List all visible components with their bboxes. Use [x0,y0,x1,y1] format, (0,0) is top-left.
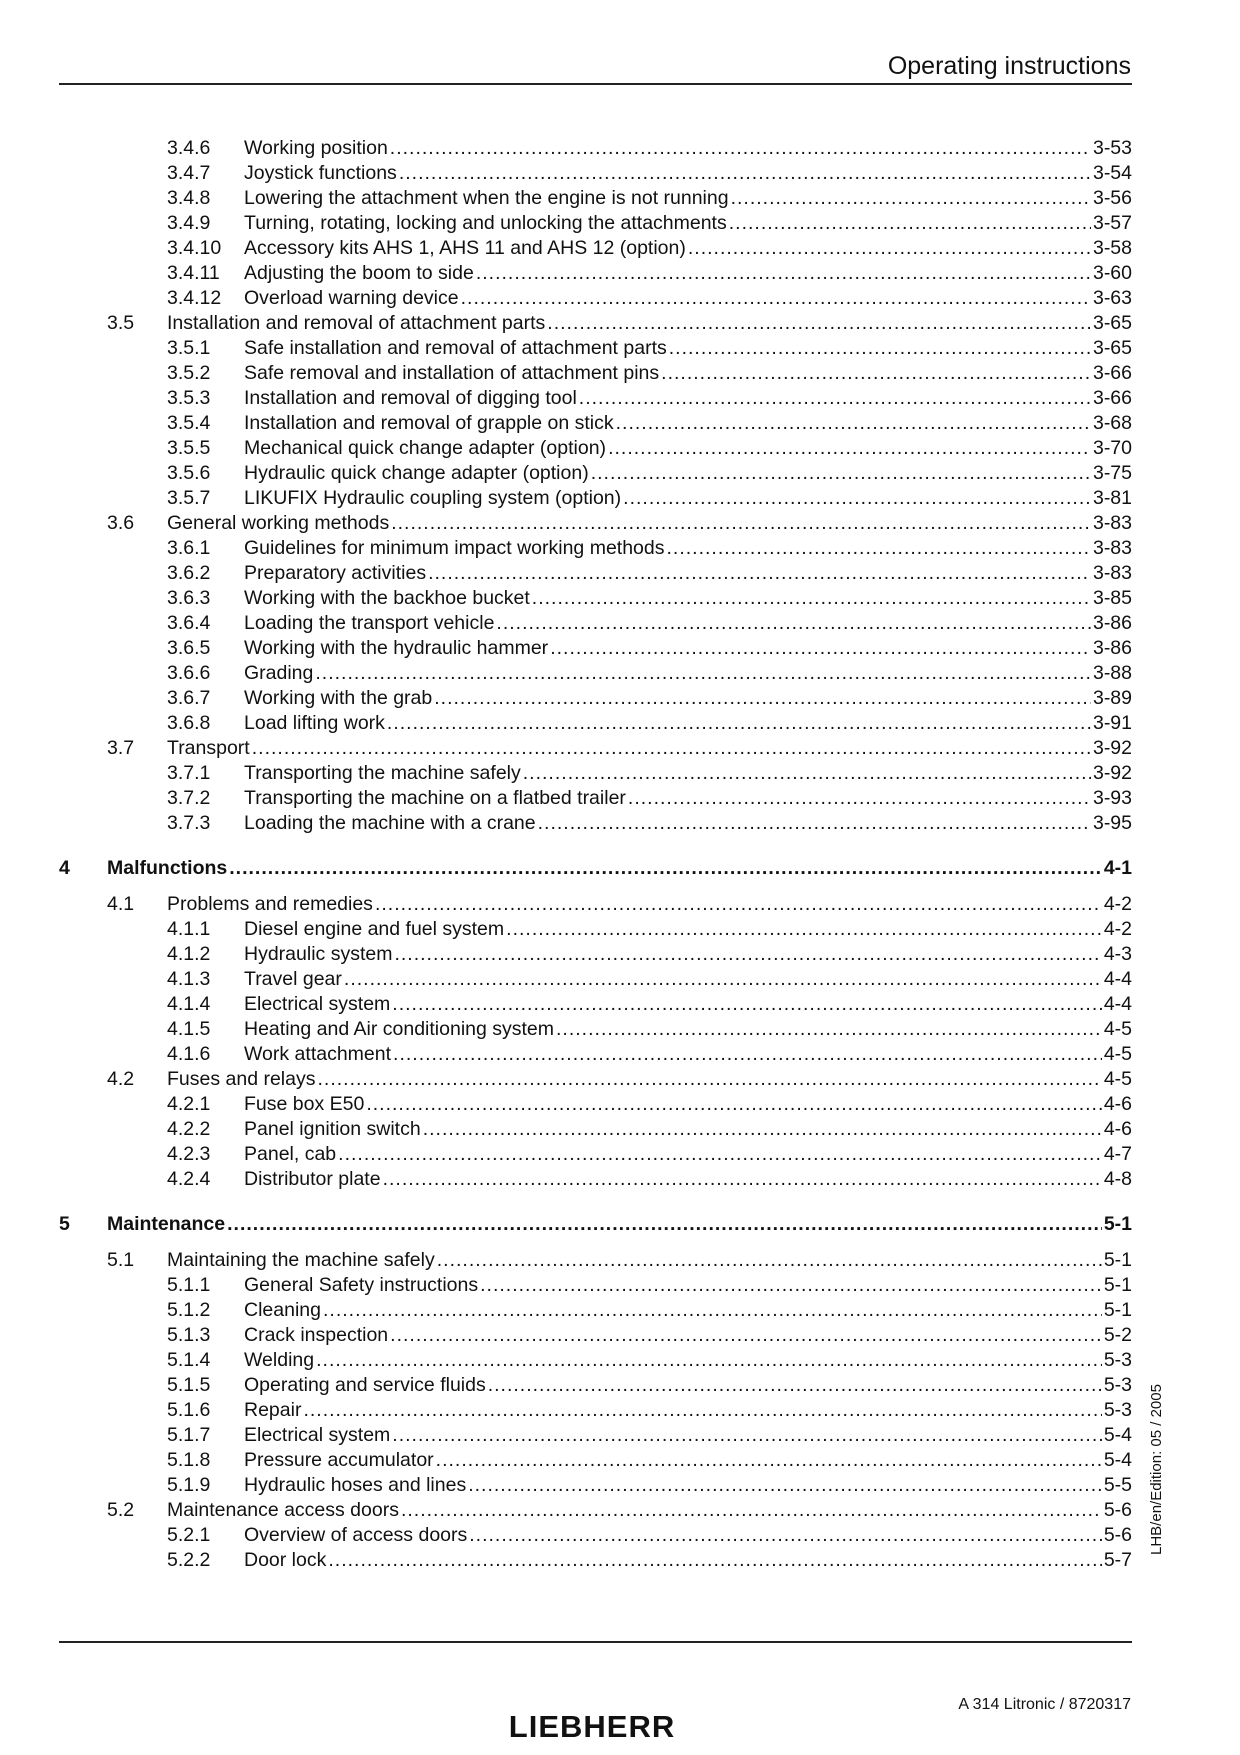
toc-leader [476,261,1091,286]
toc-leader [383,1167,1102,1192]
toc-number: 3.6.4 [167,612,211,634]
toc-title: Distributor plate [244,1168,381,1190]
toc-number: 3.4.10 [167,237,222,259]
toc-entry[interactable] [59,1298,1132,1323]
toc-leader [591,461,1091,486]
toc-entry[interactable] [59,161,1132,186]
toc-title: Transport [167,737,250,759]
toc-page: 5-3 [1103,1399,1132,1421]
toc-title: Maintaining the machine safely [167,1249,435,1271]
toc-number: 5.1.5 [167,1374,211,1396]
toc-title: Transporting the machine on a flatbed trailer [244,787,626,809]
toc-title: Diesel engine and fuel system [244,918,505,940]
toc-leader [661,361,1091,386]
toc-number: 3.6.7 [167,687,211,709]
toc-entry[interactable] [59,536,1132,561]
toc-page: 3-83 [1092,562,1132,584]
toc-page: 4-4 [1103,968,1132,990]
toc-leader [436,1448,1102,1473]
toc-number: 4.1.5 [167,1018,211,1040]
toc-page: 3-63 [1092,287,1132,309]
toc-leader [496,611,1091,636]
toc-entry[interactable] [59,786,1132,811]
toc-number: 5 [59,1213,70,1235]
toc-leader [316,1348,1102,1373]
toc-page: 3-88 [1092,662,1132,684]
toc-page: 5-1 [1103,1299,1132,1321]
toc-leader [729,211,1091,236]
toc-number: 5.1.1 [167,1274,211,1296]
toc-leader [315,661,1091,686]
toc-number: 3.5.7 [167,487,211,509]
toc-number: 5.1 [107,1249,135,1271]
toc-leader [608,436,1091,461]
toc-title: Grading [244,662,314,684]
toc-number: 3.7 [107,737,135,759]
toc-title: Problems and remedies [167,893,373,915]
toc-number: 3.7.3 [167,812,211,834]
toc-title: Installation and removal of grapple on stick [244,412,614,434]
toc-page: 4-7 [1103,1143,1132,1165]
toc-title: Preparatory activities [244,562,427,584]
toc-title: Electrical system [244,1424,391,1446]
toc-leader [669,336,1091,361]
toc-entry[interactable] [59,511,1132,536]
toc-leader [375,892,1102,917]
toc-entry[interactable] [59,486,1132,511]
toc-number: 5.1.3 [167,1324,211,1346]
toc-leader [252,736,1091,761]
toc-entry[interactable] [59,892,1132,917]
toc-title: Installation and removal of attachment parts [167,312,546,334]
toc-title: Lowering the attachment when the engine is not running [244,187,729,209]
toc-leader [401,1498,1102,1523]
toc-page: 3-60 [1092,262,1132,284]
document-id: A 314 Litronic / 8720317 [958,1696,1131,1713]
toc-entry[interactable] [59,686,1132,711]
toc-entry[interactable] [59,1142,1132,1167]
toc-title: Malfunctions [107,857,228,879]
toc-number: 4.1.1 [167,918,211,940]
toc-page: 3-75 [1092,462,1132,484]
toc-page: 4-2 [1103,918,1132,940]
toc-number: 3.7.2 [167,787,211,809]
toc-entry[interactable] [59,586,1132,611]
toc-entry[interactable] [59,261,1132,286]
toc-entry[interactable] [59,1423,1132,1448]
toc-title: Working with the hydraulic hammer [244,637,549,659]
toc-leader [488,1373,1102,1398]
toc-entry[interactable] [59,461,1132,486]
toc-number: 3.4.9 [167,212,211,234]
toc-leader [547,311,1091,336]
toc-entry[interactable] [59,1498,1132,1523]
toc-leader [688,236,1091,261]
toc-leader [399,161,1091,186]
liebherr-logo [495,1708,690,1742]
toc-number: 5.2 [107,1499,135,1521]
footer-rule [59,1641,1132,1643]
toc-title: Hydraulic system [244,943,393,965]
toc-leader [434,686,1091,711]
toc-entry[interactable] [59,811,1132,836]
toc-number: 3.4.6 [167,137,211,159]
toc-page: 4-3 [1103,943,1132,965]
toc-leader [469,1523,1102,1548]
toc-title: Overload warning device [244,287,459,309]
toc-number: 3.4.7 [167,162,211,184]
toc-entry[interactable] [59,761,1132,786]
toc-entry[interactable] [59,1348,1132,1373]
toc-page: 3-86 [1092,612,1132,634]
toc-entry[interactable] [59,236,1132,261]
toc-leader [731,186,1091,211]
toc-title: Overview of access doors [244,1524,468,1546]
toc-page: 3-91 [1092,712,1132,734]
toc-page: 5-7 [1103,1549,1132,1571]
toc-number: 3.6.3 [167,587,211,609]
toc-title: Fuse box E50 [244,1093,365,1115]
toc-title: Repair [244,1399,302,1421]
toc-title: Installation and removal of digging tool [244,387,577,409]
toc-page: 3-65 [1092,337,1132,359]
toc-leader [623,486,1091,511]
toc-number: 3.7.1 [167,762,211,784]
toc-leader [323,1298,1102,1323]
toc-title: Heating and Air conditioning system [244,1018,555,1040]
edition-note: LHB/en/Edition: 05 / 2005 [1148,1384,1165,1555]
toc-leader [437,1248,1102,1273]
toc-page: 4-4 [1103,993,1132,1015]
toc-page: 3-81 [1092,487,1132,509]
toc-page: 3-66 [1092,362,1132,384]
toc-title: Adjusting the boom to side [244,262,474,284]
toc-page: 3-58 [1092,237,1132,259]
toc-leader [318,1067,1102,1092]
toc-leader [391,511,1091,536]
toc-entry[interactable] [59,436,1132,461]
toc-page: 3-85 [1092,587,1132,609]
toc-number: 3.4.12 [167,287,222,309]
toc-leader [532,586,1091,611]
toc-leader [538,811,1091,836]
toc-page: 4-8 [1103,1168,1132,1190]
toc-title: Hydraulic quick change adapter (option) [244,462,589,484]
toc-leader [461,286,1091,311]
toc-page: 3-83 [1092,512,1132,534]
toc-title: Loading the transport vehicle [244,612,495,634]
toc-title: Pressure accumulator [244,1449,434,1471]
toc-title: Turning, rotating, locking and unlocking the attachments [244,212,727,234]
toc-leader [390,136,1091,161]
toc-entry[interactable] [59,336,1132,361]
toc-leader [303,1398,1101,1423]
toc-number: 4 [59,857,70,879]
toc-page: 3-66 [1092,387,1132,409]
toc-title: Welding [244,1349,315,1371]
toc-page: 3-54 [1092,162,1132,184]
toc-page: 3-92 [1092,737,1132,759]
toc-entry[interactable] [59,1248,1132,1273]
toc-leader [390,1323,1102,1348]
toc-page: 4-6 [1103,1118,1132,1140]
toc-title: Working position [244,137,388,159]
toc-page: 4-2 [1103,893,1132,915]
toc-number: 5.2.2 [167,1549,211,1571]
toc-number: 4.2.3 [167,1143,211,1165]
toc-page: 4-1 [1103,857,1132,879]
toc-entry[interactable] [59,942,1132,967]
toc-entry[interactable] [59,992,1132,1017]
toc-title: General working methods [167,512,390,534]
toc-number: 4.1.4 [167,993,211,1015]
toc-number: 3.5.1 [167,337,211,359]
toc-title: Joystick functions [244,162,397,184]
toc-page: 3-89 [1092,687,1132,709]
toc-number: 5.1.8 [167,1449,211,1471]
toc-entry[interactable] [59,856,1132,881]
toc-number: 3.5 [107,312,135,334]
toc-entry[interactable] [59,1042,1132,1067]
toc-title: Working with the grab [244,687,433,709]
toc-title: General Safety instructions [244,1274,479,1296]
toc-entry[interactable] [59,186,1132,211]
toc-number: 4.2 [107,1068,135,1090]
toc-page: 3-56 [1092,187,1132,209]
toc-leader [387,711,1091,736]
toc-number: 5.1.4 [167,1349,211,1371]
toc-page: 5-1 [1103,1274,1132,1296]
toc-page: 4-5 [1103,1018,1132,1040]
toc-leader [468,1473,1102,1498]
toc-entry[interactable] [59,1273,1132,1298]
toc-entry[interactable] [59,967,1132,992]
toc-entry[interactable] [59,917,1132,942]
toc-entry[interactable] [59,661,1132,686]
toc-title: Panel, cab [244,1143,337,1165]
toc-number: 5.2.1 [167,1524,211,1546]
toc-number: 3.6.5 [167,637,211,659]
toc-number: 4.2.4 [167,1168,211,1190]
toc-leader [428,561,1091,586]
toc-number: 4.2.2 [167,1118,211,1140]
toc-leader [556,1017,1102,1042]
toc-title: Operating and service fluids [244,1374,486,1396]
toc-number: 5.1.9 [167,1474,211,1496]
toc-leader [229,856,1102,881]
toc-number: 3.5.4 [167,412,211,434]
toc-page: 3-93 [1092,787,1132,809]
toc-page: 3-86 [1092,637,1132,659]
toc-title: Travel gear [244,968,342,990]
toc-number: 3.6.1 [167,537,211,559]
toc-page: 5-4 [1103,1424,1132,1446]
toc-title: Safe removal and installation of attachment pins [244,362,660,384]
toc-leader [328,1548,1101,1573]
toc-number: 3.4.11 [167,262,220,284]
toc-entry[interactable] [59,1548,1132,1573]
toc-leader [227,1212,1102,1237]
toc-entry[interactable] [59,211,1132,236]
toc-leader [480,1273,1102,1298]
toc-entry[interactable] [59,636,1132,661]
toc-entry[interactable] [59,1448,1132,1473]
toc-number: 3.5.6 [167,462,211,484]
toc-entry[interactable] [59,1017,1132,1042]
toc-number: 3.5.3 [167,387,211,409]
toc-leader [550,636,1091,661]
toc-number: 4.1.2 [167,943,211,965]
toc-page: 5-5 [1103,1474,1132,1496]
toc-entry[interactable] [59,411,1132,436]
toc-page: 5-6 [1103,1499,1132,1521]
toc-page: 4-5 [1103,1043,1132,1065]
toc-entry[interactable] [59,1523,1132,1548]
toc-title: LIKUFIX Hydraulic coupling system (option) [244,487,622,509]
toc-number: 3.6 [107,512,135,534]
toc-title: Cleaning [244,1299,321,1321]
toc-leader [392,992,1102,1017]
toc-entry[interactable] [59,286,1132,311]
toc-number: 5.1.7 [167,1424,211,1446]
toc-page: 3-70 [1092,437,1132,459]
toc-leader [628,786,1091,811]
toc-number: 4.2.1 [167,1093,211,1115]
toc-leader [366,1092,1101,1117]
toc-entry[interactable] [59,1167,1132,1192]
toc-page: 3-68 [1092,412,1132,434]
toc-entry[interactable] [59,386,1132,411]
toc-entry[interactable] [59,1473,1132,1498]
toc-number: 5.1.2 [167,1299,211,1321]
toc-leader [523,761,1091,786]
liebherr-logo-text: LIEBHERR [508,1709,676,1742]
toc-entry[interactable] [59,1067,1132,1092]
toc-page: 3-53 [1092,137,1132,159]
toc-number: 4.1 [107,893,135,915]
toc-leader [338,1142,1102,1167]
toc-page: 5-3 [1103,1349,1132,1371]
header-rule [59,83,1132,85]
toc-entry[interactable] [59,1212,1132,1237]
toc-number: 4.1.3 [167,968,211,990]
toc-entry[interactable] [59,136,1132,161]
toc-title: Crack inspection [244,1324,389,1346]
toc-number: 3.6.8 [167,712,211,734]
toc-title: Electrical system [244,993,391,1015]
toc-number: 3.6.6 [167,662,211,684]
toc-leader [344,967,1102,992]
toc-leader [423,1117,1102,1142]
toc-entry[interactable] [59,1323,1132,1348]
toc-page: 5-2 [1103,1324,1132,1346]
toc-number: 3.4.8 [167,187,211,209]
toc-title: Hydraulic hoses and lines [244,1474,467,1496]
toc-title: Working with the backhoe bucket [244,587,530,609]
toc-entry[interactable] [59,1092,1132,1117]
toc-title: Maintenance access doors [167,1499,399,1521]
toc-number: 5.1.6 [167,1399,211,1421]
toc-title: Transporting the machine safely [244,762,521,784]
toc-page: 5-6 [1103,1524,1132,1546]
toc-title: Loading the machine with a crane [244,812,536,834]
toc-title: Guidelines for minimum impact working methods [244,537,665,559]
toc-entry[interactable] [59,1398,1132,1423]
toc-page: 4-5 [1103,1068,1132,1090]
toc-entry[interactable] [59,361,1132,386]
toc-entry[interactable] [59,711,1132,736]
toc-page: 3-83 [1092,537,1132,559]
toc-entry[interactable] [59,561,1132,586]
toc-title: Work attachment [244,1043,392,1065]
toc-title: Load lifting work [244,712,385,734]
toc-title: Mechanical quick change adapter (option) [244,437,607,459]
toc-title: Maintenance [107,1213,226,1235]
toc-entry[interactable] [59,1117,1132,1142]
toc-leader [616,411,1091,436]
toc-page: 3-92 [1092,762,1132,784]
toc-page: 3-57 [1092,212,1132,234]
toc-title: Accessory kits AHS 1, AHS 11 and AHS 12 (option) [244,237,686,259]
toc-entry[interactable] [59,311,1132,336]
toc-number: 4.1.6 [167,1043,211,1065]
toc-title: Safe installation and removal of attachment parts [244,337,667,359]
toc-page: 5-1 [1103,1213,1132,1235]
toc-number: 3.6.2 [167,562,211,584]
toc-number: 3.5.2 [167,362,211,384]
toc-leader [392,1423,1102,1448]
toc-page: 3-65 [1092,312,1132,334]
toc-leader [579,386,1091,411]
toc-page: 5-3 [1103,1374,1132,1396]
toc-title: Panel ignition switch [244,1118,421,1140]
toc-leader [506,917,1102,942]
toc-entry[interactable] [59,736,1132,761]
toc-leader [394,942,1101,967]
toc-page: 4-6 [1103,1093,1132,1115]
toc-leader [667,536,1091,561]
toc-page: 5-1 [1103,1249,1132,1271]
toc-number: 3.5.5 [167,437,211,459]
page-header-title: Operating instructions [887,52,1131,80]
toc-page: 5-4 [1103,1449,1132,1471]
toc-entry[interactable] [59,1373,1132,1398]
toc-leader [393,1042,1102,1067]
toc-title: Fuses and relays [167,1068,316,1090]
toc-entry[interactable] [59,611,1132,636]
toc-page: 3-95 [1092,812,1132,834]
toc-title: Door lock [244,1549,327,1571]
